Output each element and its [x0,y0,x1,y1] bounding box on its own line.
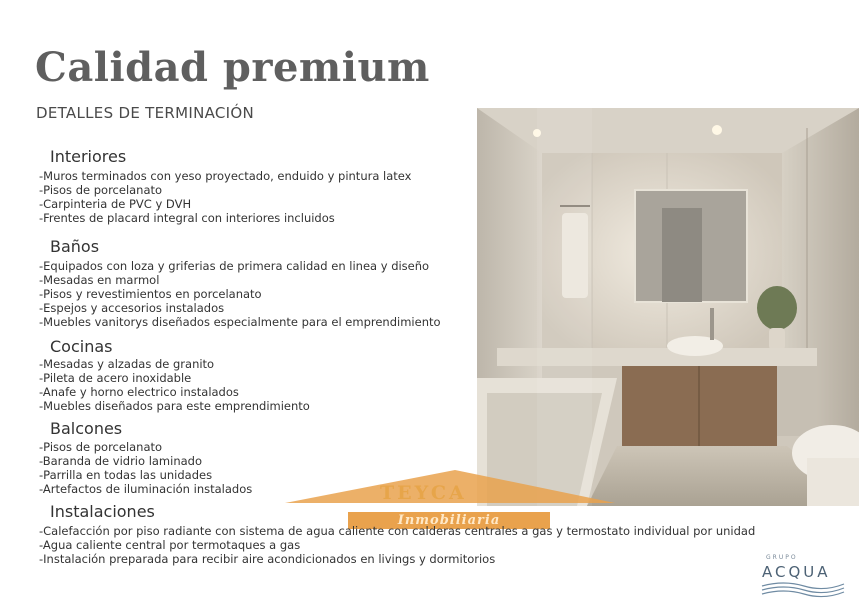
logo-group-label: GRUPO [766,554,798,561]
logo-brand: ACQUA [762,563,831,581]
bathroom-photo [477,108,859,506]
section-title-instalaciones: Instalaciones [50,502,155,521]
watermark-text: TEYCA [380,482,467,504]
section-list-banos [39,259,441,329]
list-item: -Carpinteria de PVC y DVH [39,197,192,211]
list-item: -Pisos de porcelanato [39,440,163,454]
list-item: -Artefactos de iluminación instalados [39,482,253,496]
list-item: -Muebles vanitorys diseñados especialmente para el emprendimiento [39,315,441,329]
section-list-instalaciones [39,524,755,566]
list-item: -Pisos y revestimientos en porcelanato [39,287,262,301]
list-item: -Baranda de vidrio laminado [39,454,202,468]
list-item: -Muros terminados con yeso proyectado, enduido y pintura latex [39,169,412,183]
section-list-interiores [39,169,411,225]
list-item: -Anafe y horno electrico instalados [39,385,239,399]
list-item: -Parrilla en todas las unidades [39,468,213,482]
section-title-cocinas: Cocinas [50,337,113,356]
list-item: -Pileta de acero inoxidable [39,371,192,385]
section-list-balcones [39,440,252,496]
list-item: -Calefacción por piso radiante con sistema de agua caliente con calderas centrales a gas y termostato individual por unidad [39,524,756,538]
section-title-interiores: Interiores [50,147,127,166]
section-title-balcones: Balcones [50,419,123,438]
list-item: -Muebles diseñados para este emprendimiento [39,399,310,413]
page-subtitle: DETALLES DE TERMINACIÓN [36,104,255,122]
list-item: -Pisos de porcelanato [39,183,163,197]
list-item: -Mesadas y alzadas de granito [39,357,215,371]
section-title-banos: Baños [50,237,100,256]
list-item: -Equipados con loza y griferias de primera calidad en linea y diseño [39,259,430,273]
page-title: Calidad premium [35,44,430,91]
list-item: -Frentes de placard integral con interiores incluidos [39,211,335,225]
list-item: -Mesadas en marmol [39,273,160,287]
section-list-cocinas [39,357,310,413]
list-item: -Instalación preparada para recibir aire acondicionados en livings y dormitorios [39,552,496,566]
bathroom-illustration [477,108,859,506]
list-item: -Espejos y accesorios instalados [39,301,225,315]
watermark-subtext: Inmobiliaria [348,512,550,529]
list-item: -Agua caliente central por termotaques a gas [39,538,301,552]
